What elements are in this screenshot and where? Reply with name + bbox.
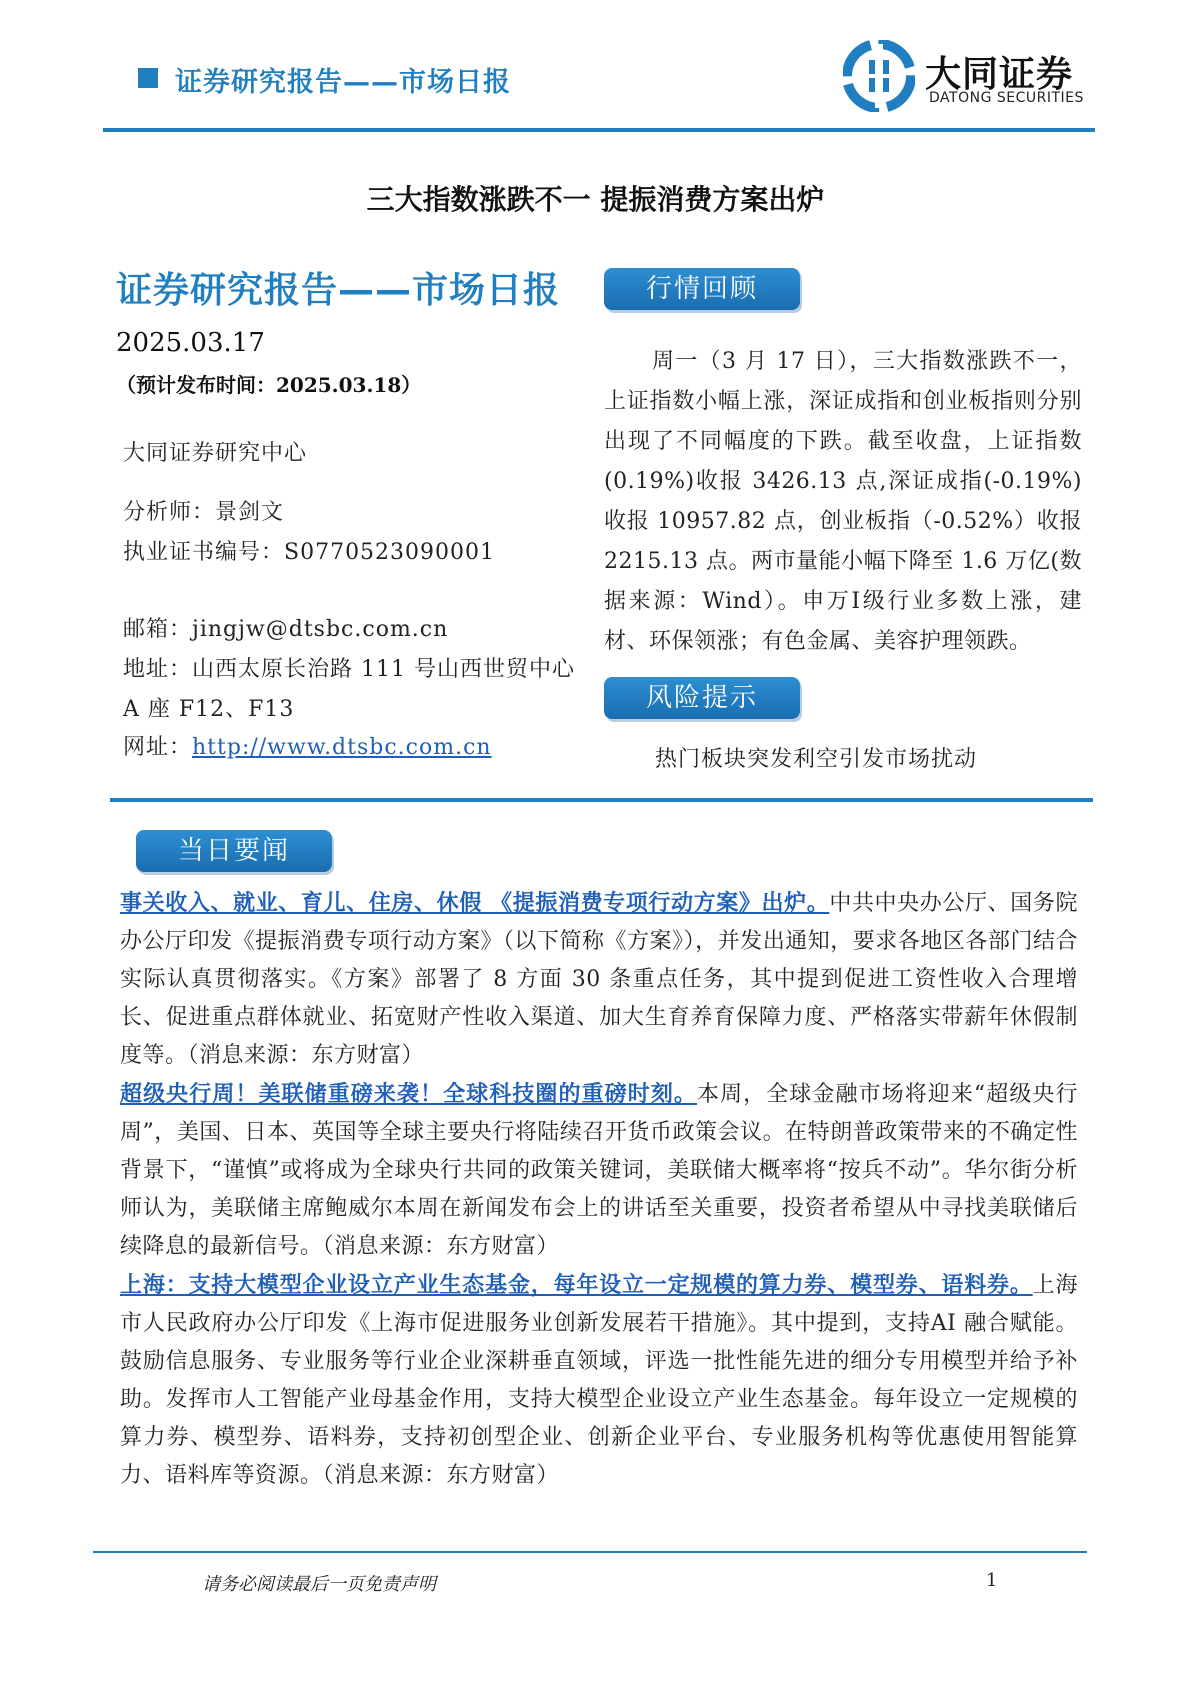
research-center: 大同证券研究中心: [123, 441, 308, 466]
website-row: [123, 730, 492, 761]
website-link[interactable]: http://www.dtsbc.com.cn: [192, 735, 492, 760]
address-line-2: A 座 F12、F13: [123, 697, 295, 722]
disclaimer-note: 请务必阅读最后一页免责声明: [202, 1574, 436, 1595]
news-body: 中共中央办公厅、国务院办公厅印发《提振消费专项行动方案》（以下简称《方案》），并发出通知，要求各地区各部门结合实际认真贯彻落实。《方案》部署了 8 方面 30 条重点任务，其中提到促进工资性收入合理增长、促进重点群体就业、拓宽财产性收入渠道、加大生育养育保障力度、严格落实带薪年休假制度等。（消息来源：东方财富）: [120, 891, 1078, 1068]
header-divider: [103, 128, 1095, 132]
section-divider: [110, 798, 1093, 802]
news-headline-link[interactable]: 超级央行周！美联储重磅来袭！全球科技圈的重磅时刻。: [120, 1081, 697, 1107]
logo-text-en: DATONG SECURITIES: [929, 90, 1084, 106]
report-type-label: 证券研究报告——市场日报: [116, 270, 561, 311]
header-title: 证券研究报告——市场日报: [175, 67, 511, 98]
email-address: 邮箱：jingjw@dtsbc.com.cn: [123, 617, 449, 642]
market-review-text: 周一（3 月 17 日），三大指数涨跌不一，上证指数小幅上涨，深证成指和创业板指则分别出现了不同幅度的下跌。截至收盘，上证指数(0.19%)收报 3426.13 点,深证成指(-0.19%)收报 10957.82 点，创业板指（-0.52%）收报 2215.13 点。两市量能小幅下降至 1.6 万亿(数据来源：Wind）。申万Ⅰ级行业多数上涨，建材、环保领涨；有色金属、美容护理领跌。: [604, 349, 1082, 654]
daily-news-tag: 当日要闻: [136, 830, 332, 872]
news-body: 本周，全球金融市场将迎来“超级央行周”，美国、日本、英国等全球主要央行将陆续召开货币政策会议。在特朗普政策带来的不确定性背景下，“谨慎”或将成为全球央行共同的政策关键词，美联储大概率将“按兵不动”。华尔街分析师认为，美联储主席鲍威尔本周在新闻发布会上的讲话至关重要，投资者希望从中寻找美联储后续降息的最新信号。（消息来源：东方财富）: [120, 1082, 1078, 1259]
report-date: 2025.03.17: [116, 328, 265, 358]
website-label: 网址：: [123, 735, 193, 760]
certificate-number: 执业证书编号：S0770523090001: [123, 540, 496, 565]
logo-text-cn: 大同证券: [925, 54, 1074, 95]
address-line-1: 地址：山西太原长治路 111 号山西世贸中心: [123, 657, 575, 682]
market-review-tag: 行情回顾: [604, 268, 800, 310]
header-square-marker: [138, 68, 158, 88]
news-item: [120, 884, 1078, 1075]
news-item: [120, 1266, 1078, 1495]
news-item: [120, 1075, 1078, 1266]
page-number: 1: [986, 1570, 998, 1591]
analyst-name: 分析师：景剑文: [123, 500, 285, 525]
news-headline-link[interactable]: 上海：支持大模型企业设立产业生态基金，每年设立一定规模的算力券、模型券、语料券。: [120, 1272, 1033, 1298]
news-list: [120, 884, 1078, 1495]
datong-logo-icon: [843, 40, 915, 112]
page-title: 三大指数涨跌不一 提振消费方案出炉: [366, 183, 825, 216]
footer-divider: [93, 1551, 1087, 1553]
news-headline-link[interactable]: 事关收入、就业、育儿、住房、休假 《提振消费专项行动方案》出炉。: [120, 890, 830, 916]
publish-time: （预计发布时间：2025.03.18）: [116, 373, 422, 397]
news-body: 上海市人民政府办公厅印发《上海市促进服务业创新发展若干措施》。其中提到，支持AI 融合赋能。鼓励信息服务、专业服务等行业企业深耕垂直领域，评选一批性能先进的细分专用模型并给予补助。发挥市人工智能产业母基金作用，支持大模型企业设立产业生态基金。每年设立一定规模的算力券、模型券、语料券，支持初创型企业、创新企业平台、专业服务机构等优惠使用智能算力、语料库等资源。（消息来源：东方财富）: [120, 1273, 1078, 1488]
risk-warning-tag: 风险提示: [604, 677, 800, 719]
risk-warning-text: 热门板块突发利空引发市场扰动: [655, 747, 978, 772]
